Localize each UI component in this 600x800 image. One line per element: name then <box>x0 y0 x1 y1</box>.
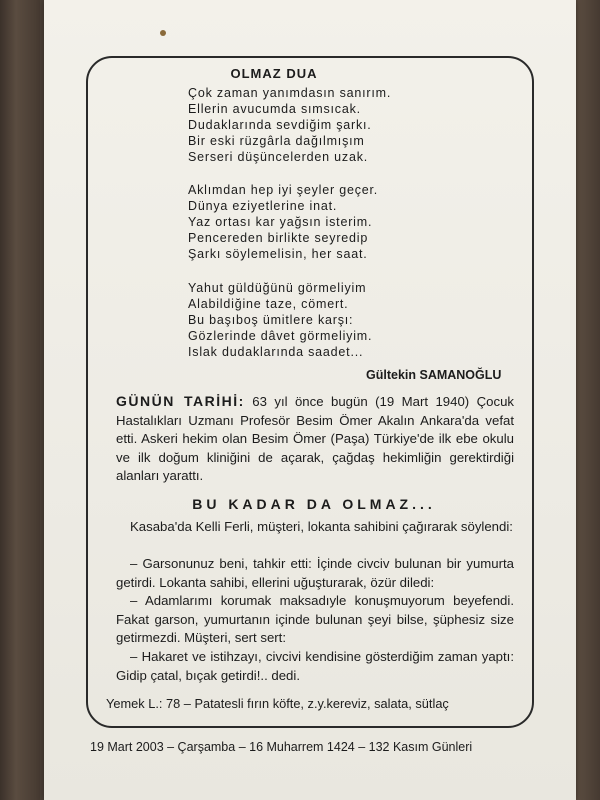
poem-line: Yaz ortası kar yağsın isterim. <box>188 215 373 229</box>
poem-line: Bir eski rüzgârla dağılmışım <box>188 134 365 148</box>
joke-paragraph: – Garsonunuz beni, tahkir etti: İçinde civciv bulunan bir yumurta getirdi. Lokanta sahibi, ellerini uğuşturarak, özür diledi: <box>116 556 514 590</box>
poem-line: Alabildiğine taze, cömert. <box>188 297 349 311</box>
poem-line: Gözlerinde dâvet görmeliyim. <box>188 329 373 343</box>
wood-background-left <box>0 0 40 800</box>
poem-line: Dudaklarında sevdiğim şarkı. <box>188 118 372 132</box>
poem-line: Çok zaman yanımdasın sanırım. <box>188 86 392 100</box>
calendar-page <box>44 0 576 800</box>
poem-line: Serseri düşüncelerden uzak. <box>188 150 369 164</box>
poem-title: OLMAZ DUA <box>230 66 318 81</box>
gunun-tarihi-text: 63 yıl önce bugün (19 Mart 1940) Çocuk Hastalıkları Uzmanı Profesör Besim Ömer Akalın Ankara'da vefat etti. Askeri hekim olan Besim Ömer (Paşa) Türkiye'de ilk ebe okulu ve ilk doğum kliniğini de açarak, çağdaş hekimliğin gerektirdiği alanları yarattı. <box>116 394 514 483</box>
gunun-tarihi-paragraph <box>116 392 514 486</box>
poem-author: Gültekin SAMANOĞLU <box>366 368 502 382</box>
gunun-tarihi-heading: GÜNÜN TARİHİ: <box>116 393 245 409</box>
joke-title: BU KADAR DA OLMAZ... <box>192 496 436 512</box>
poem-line: Bu başıboş ümitlere karşı: <box>188 313 354 327</box>
joke-paragraph: – Adamlarımı korumak maksadıyle konuşmuyorum beyefendi. Fakat garson, yumurtanın içinde bulunan şeyi bilse, şüphesiz size getirmezdi. Müşteri, sert sert: <box>116 593 514 645</box>
poem-line: Aklımdan hep iyi şeyler geçer. <box>188 183 379 197</box>
joke-paragraph: Kasaba'da Kelli Ferli, müşteri, lokanta sahibini çağırarak söylendi: <box>130 519 513 534</box>
poem-line: Pencereden birlikte seyredip <box>188 231 369 245</box>
poem-line: Ellerin avucumda sımsıcak. <box>188 102 361 116</box>
poem-line: Dünya eziyetlerine inat. <box>188 199 338 213</box>
poem-line: Şarkı söylemelisin, her saat. <box>188 247 368 261</box>
poem-line: Islak dudaklarında saadet... <box>188 345 364 359</box>
joke-paragraph: – Hakaret ve istihzayı, civcivi kendisine gösterdiğim zaman yaptı: Gidip çatal, bıçak getirdi!.. dedi. <box>116 649 514 683</box>
pin-mark <box>160 30 166 36</box>
poem-line: Yahut güldüğünü görmeliyim <box>188 281 367 295</box>
menu-line: Yemek L.: 78 – Patatesli fırın köfte, z.y.kereviz, salata, sütlaç <box>106 696 449 711</box>
footer-date-line: 19 Mart 2003 – Çarşamba – 16 Muharrem 1424 – 132 Kasım Günleri <box>90 740 473 754</box>
